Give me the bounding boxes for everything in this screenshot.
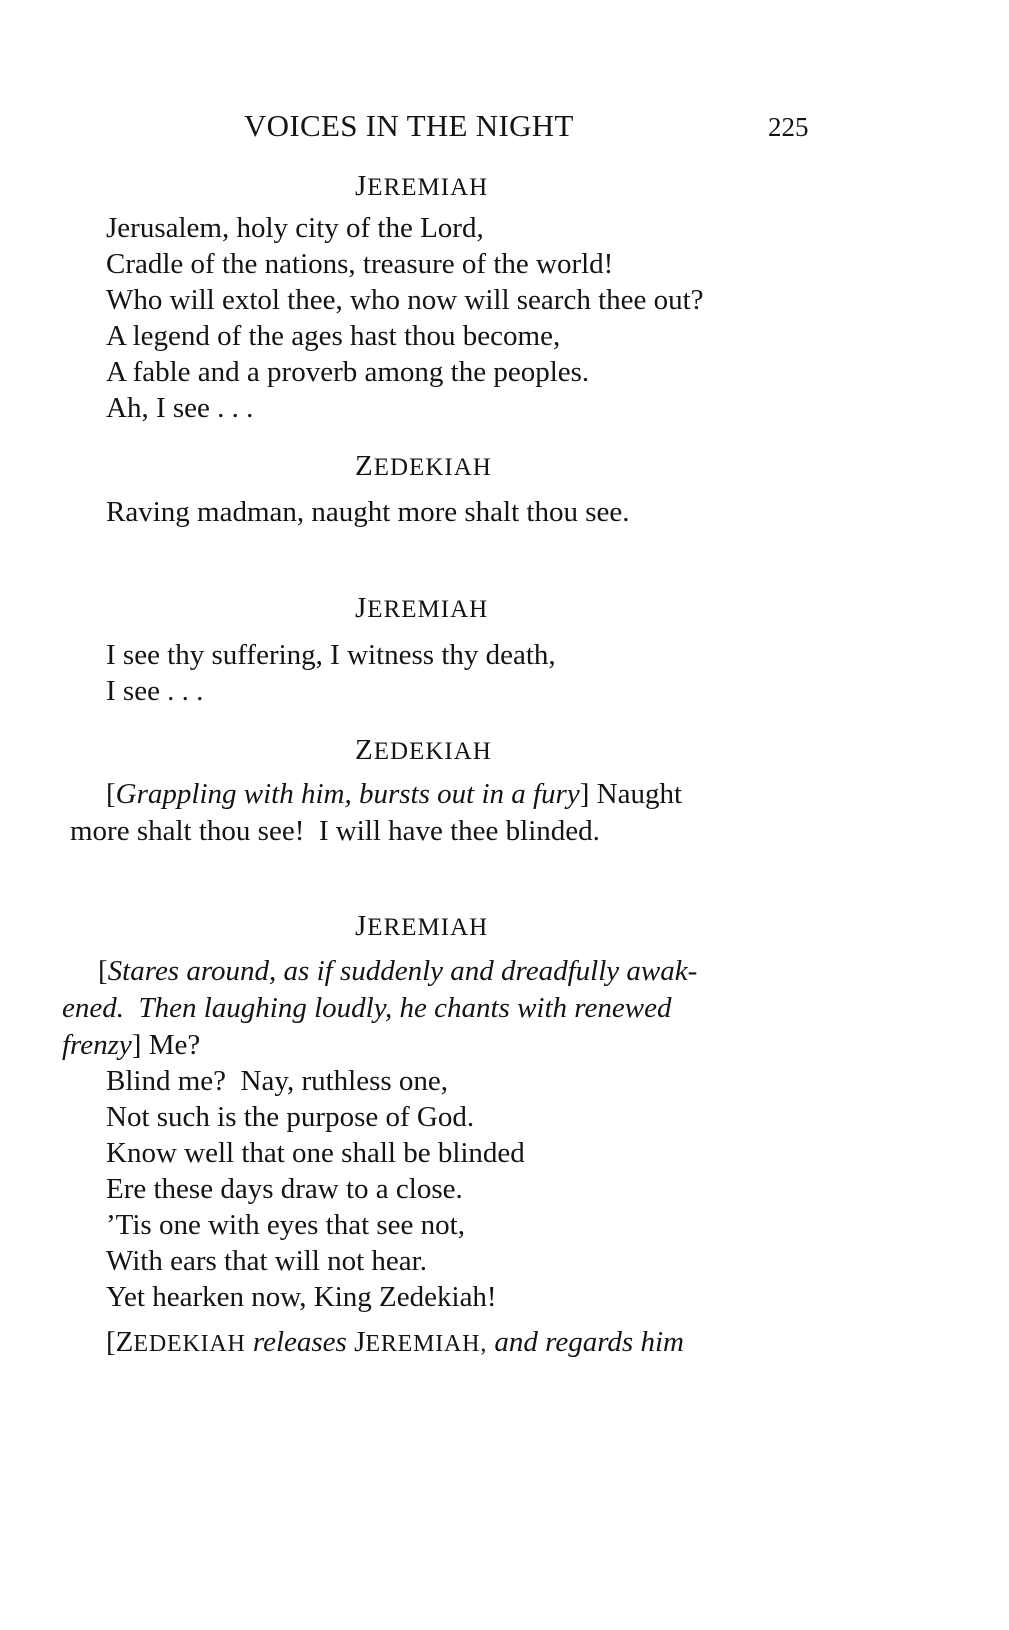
character-name (116, 1326, 246, 1358)
speaker-initial: Z (355, 734, 374, 766)
prose-text: Naught (596, 778, 683, 810)
verse-line: Raving madman, naught more shalt thou see. (106, 496, 630, 528)
speech-lines (106, 1063, 525, 1315)
speaker-initial: J (355, 170, 368, 202)
name-rest: EDEKIAH (133, 1331, 246, 1357)
verse-line: Who will extol thee, who now will search thee out? (106, 284, 704, 316)
prose-line: frenzy] Me? (62, 1029, 201, 1061)
verse-line: Know well that one shall be blinded (106, 1137, 525, 1169)
speech-lines (106, 637, 556, 709)
verse-line: Ere these days draw to a close. (106, 1173, 463, 1205)
verse-line: With ears that will not hear. (106, 1245, 427, 1277)
speech-lines (106, 494, 630, 530)
speech-lines (106, 210, 704, 426)
prose-line: more shalt thou see! I will have thee blinded. (70, 815, 600, 847)
speaker-rest: EDEKIAH (373, 738, 492, 765)
speaker-initial: J (355, 910, 368, 942)
character-name (354, 1326, 487, 1358)
final-stage-direction: [ZEDEKIAH releases JEREMIAH, and regards him (106, 1326, 684, 1358)
speaker-heading (355, 592, 488, 625)
stage-direction: Stares around, as if suddenly and dreadfully awak- (107, 955, 698, 987)
name-initial: Z (115, 1326, 134, 1358)
speaker-heading (355, 450, 492, 483)
speaker-rest: EREMIAH (367, 174, 489, 201)
stage-direction: Grappling with him, bursts out in a fury (115, 778, 580, 810)
speaker-heading (355, 910, 488, 943)
verse-line: A legend of the ages hast thou become, (106, 320, 561, 352)
verse-line: Cradle of the nations, treasure of the world! (106, 248, 614, 280)
stage-direction: and regards him (494, 1326, 684, 1358)
prose-text: Me? (148, 1029, 201, 1061)
prose-line: [Stares around, as if suddenly and dreadfully awak- (98, 955, 698, 987)
verse-line: ’Tis one with eyes that see not, (106, 1209, 465, 1241)
name-initial: J (354, 1326, 366, 1358)
speaker-heading (355, 170, 488, 203)
stage-direction: releases (252, 1326, 347, 1358)
verse-line: Jerusalem, holy city of the Lord, (106, 212, 484, 244)
stage-direction: ened. Then laughing loudly, he chants with renewed (62, 992, 672, 1024)
speech-prose (70, 776, 818, 850)
verse-line: A fable and a proverb among the peoples. (106, 356, 590, 388)
verse-line: Ah, I see . . . (106, 392, 254, 424)
running-head: VOICES IN THE NIGHT (244, 108, 574, 143)
verse-line: I see thy suffering, I witness thy death, (106, 639, 556, 671)
speech-prose (62, 953, 810, 1064)
prose-line (62, 990, 810, 1027)
prose-line: [Grappling with him, bursts out in a fury] Naught (106, 778, 683, 810)
verse-line: Blind me? Nay, ruthless one, (106, 1065, 449, 1097)
verse-line: Not such is the purpose of God. (106, 1101, 475, 1133)
speaker-initial: Z (355, 450, 374, 482)
name-rest: EREMIAH, (365, 1331, 488, 1357)
speaker-initial: J (355, 592, 368, 624)
stage-direction: frenzy (62, 1029, 132, 1061)
speaker-heading (355, 734, 492, 767)
speaker-rest: EREMIAH (367, 914, 489, 941)
speaker-rest: EDEKIAH (373, 454, 492, 481)
page-number: 225 (768, 112, 809, 142)
verse-line: Yet hearken now, King Zedekiah! (106, 1281, 497, 1313)
speaker-rest: EREMIAH (367, 596, 489, 623)
verse-line: I see . . . (106, 675, 204, 707)
